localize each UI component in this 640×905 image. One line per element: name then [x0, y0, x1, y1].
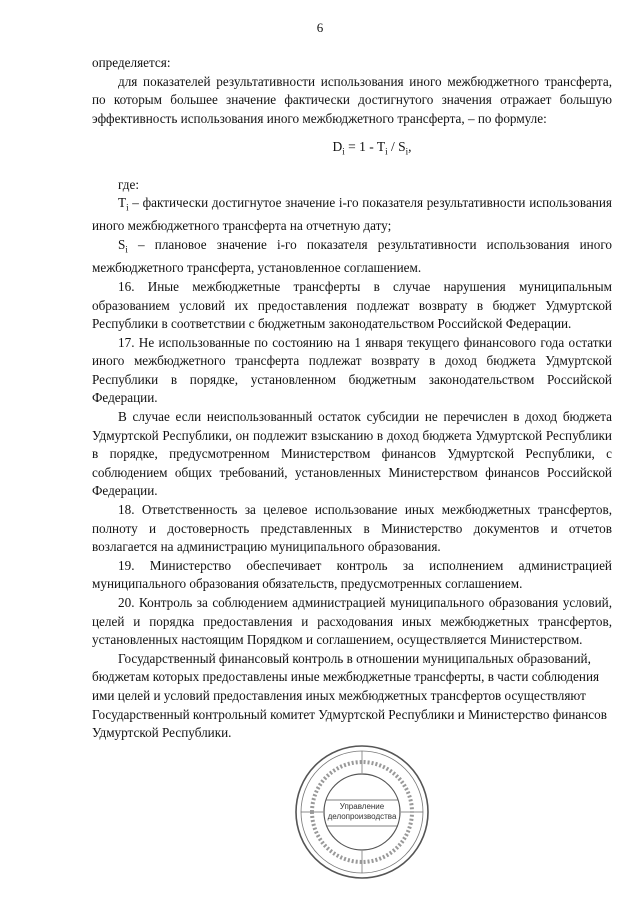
paragraph-s-definition: [92, 236, 612, 278]
paragraph-19: 19. Министерство обеспечивает контроль за исполнением администрацией муниципального образования обязательств, предусмотренных соглашением.: [92, 557, 612, 592]
document-body: [92, 54, 612, 743]
s-definition-text: – плановое значение i-го показателя результативности использования иного межбюджетного трансферта, установленное соглашением.: [92, 237, 612, 276]
formula-tail: ,: [408, 139, 412, 155]
paragraph-where: где:: [118, 176, 139, 192]
paragraph-21: Государственный финансовый контроль в отношении муниципальных образований, бюджетам которых предоставлены иные межбюджетные трансферты, в части соблюдения ими целей и условий предоставления иных межбюджетных трансфертов осуществляют Государственный контрольный комитет Удмуртской Республики и Министерство финансов Удмуртской Республики.: [92, 650, 607, 741]
formula-lhs: D: [332, 139, 343, 155]
paragraph-17-continued: В случае если неиспользованный остаток субсидии не перечислен в доход бюджета Удмуртской Республики, он подлежит взысканию в доход бюджета Удмуртской Республики в порядке, предусмотренном Министерством финансов Удмуртской Республики, с соблюдением общих требований, установленных Министерством финансов Российской Федерации.: [92, 409, 612, 499]
page-number: 6: [316, 20, 324, 35]
paragraph-intro: определяется:: [92, 55, 171, 70]
paragraph-formula-condition: для показателей результативности использования иного межбюджетного трансферта, по которым большее значение фактически достигнутого значения отражает большую эффективность использования иного межбюджетного трансферта, – по формуле:: [92, 73, 612, 126]
s-symbol: S: [118, 237, 126, 253]
stamp-line-1: Управление: [339, 802, 385, 811]
formula-rhs-sub: i: [405, 147, 409, 158]
formula-lhs-sub: i: [342, 147, 345, 158]
paragraph-t-definition: [92, 194, 612, 236]
t-symbol-sub: i: [126, 202, 129, 213]
t-symbol: T: [118, 195, 127, 211]
paragraph-18: 18. Ответственность за целевое использование иных межбюджетных трансфертов, полноту и достоверность представленных в Министерство документов и отчетов возлагается на администрацию муниципального образования.: [92, 502, 612, 555]
office-stamp: [292, 742, 432, 882]
stamp-label: [326, 802, 398, 822]
stamp-line-2: делопроизводства: [327, 812, 397, 821]
paragraph-20: 20. Контроль за соблюдением администрацией муниципального образования условий, целей и порядка предоставления и расходования иных межбюджетных трансфертов, установленных настоящим Порядком и соглашением, осуществляется Министерством.: [92, 595, 612, 648]
formula-mid: = 1 - T: [344, 139, 386, 155]
paragraph-16: 16. Иные межбюджетные трансферты в случае нарушения муниципальным образованием условий их предоставления подлежат возврату в бюджет Удмуртской Республики в соответствии с бюджетным законодательством Российской Федерации.: [92, 278, 612, 332]
formula: [92, 138, 612, 161]
formula-mid-sub: i: [385, 147, 388, 158]
formula-rhs: / S: [387, 139, 406, 155]
s-symbol-sub: i: [125, 244, 128, 255]
paragraph-17: 17. Не использованные по состоянию на 1 января текущего финансового года остатки иного межбюджетного трансферта подлежат возврату в доход бюджета Удмуртской Республики в порядке, установленном бюджетным законодательством Российской Федерации.: [92, 334, 612, 406]
t-definition-text: – фактически достигнутое значение i-го показателя результативности использования иного межбюджетного трансферта на отчетную дату;: [92, 195, 612, 234]
